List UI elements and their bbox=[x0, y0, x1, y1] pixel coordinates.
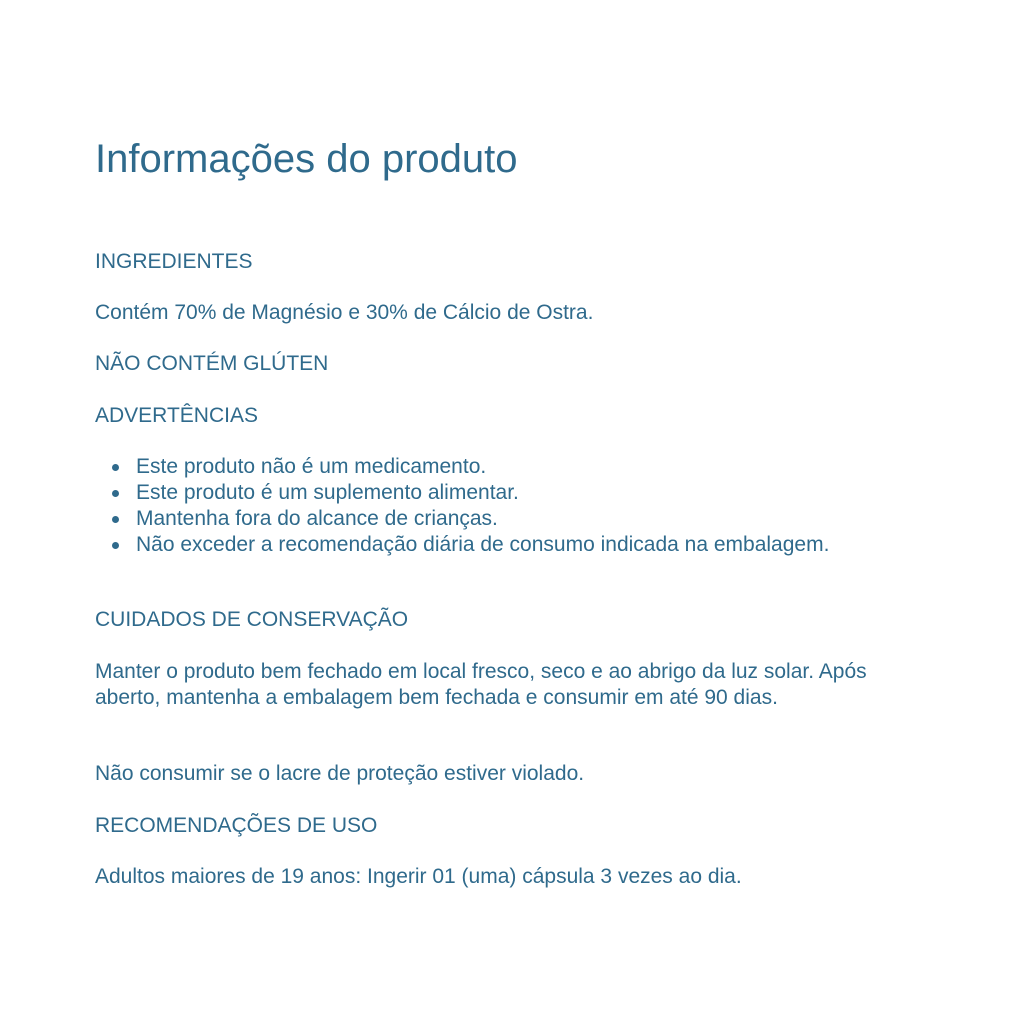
page-title: Informações do produto bbox=[95, 137, 518, 181]
bullet-icon bbox=[112, 542, 119, 549]
bullet-icon bbox=[112, 516, 119, 523]
bullet-icon bbox=[112, 464, 119, 471]
usage-heading: RECOMENDAÇÕES DE USO bbox=[95, 814, 378, 837]
conservation-heading: CUIDADOS DE CONSERVAÇÃO bbox=[95, 608, 409, 631]
warning-text: Mantenha fora do alcance de crianças. bbox=[136, 507, 498, 530]
list-item bbox=[136, 532, 915, 558]
list-item bbox=[136, 480, 915, 506]
list-item bbox=[136, 454, 915, 480]
ingredients-text: Contém 70% de Magnésio e 30% de Cálcio de Ostra. bbox=[95, 301, 594, 324]
warning-text: Este produto não é um medicamento. bbox=[136, 455, 487, 478]
warning-text: Este produto é um suplemento alimentar. bbox=[136, 481, 519, 504]
bullet-icon bbox=[112, 490, 119, 497]
warning-text: Não exceder a recomendação diária de consumo indicada na embalagem. bbox=[136, 533, 830, 556]
warnings-list-container bbox=[95, 454, 915, 558]
usage-text: Adultos maiores de 19 anos: Ingerir 01 (uma) cápsula 3 vezes ao dia. bbox=[95, 865, 742, 888]
gluten-free-notice: NÃO CONTÉM GLÚTEN bbox=[95, 352, 329, 375]
warnings-heading: ADVERTÊNCIAS bbox=[95, 404, 258, 427]
seal-warning-text: Não consumir se o lacre de proteção estiver violado. bbox=[95, 762, 585, 785]
warnings-list bbox=[95, 454, 915, 558]
list-item bbox=[136, 506, 915, 532]
ingredients-heading: INGREDIENTES bbox=[95, 250, 253, 273]
conservation-text: Manter o produto bem fechado em local fresco, seco e ao abrigo da luz solar. Após aberto, mantenha a embalagem bem fechada e consumir em até 90 dias. bbox=[95, 660, 867, 709]
